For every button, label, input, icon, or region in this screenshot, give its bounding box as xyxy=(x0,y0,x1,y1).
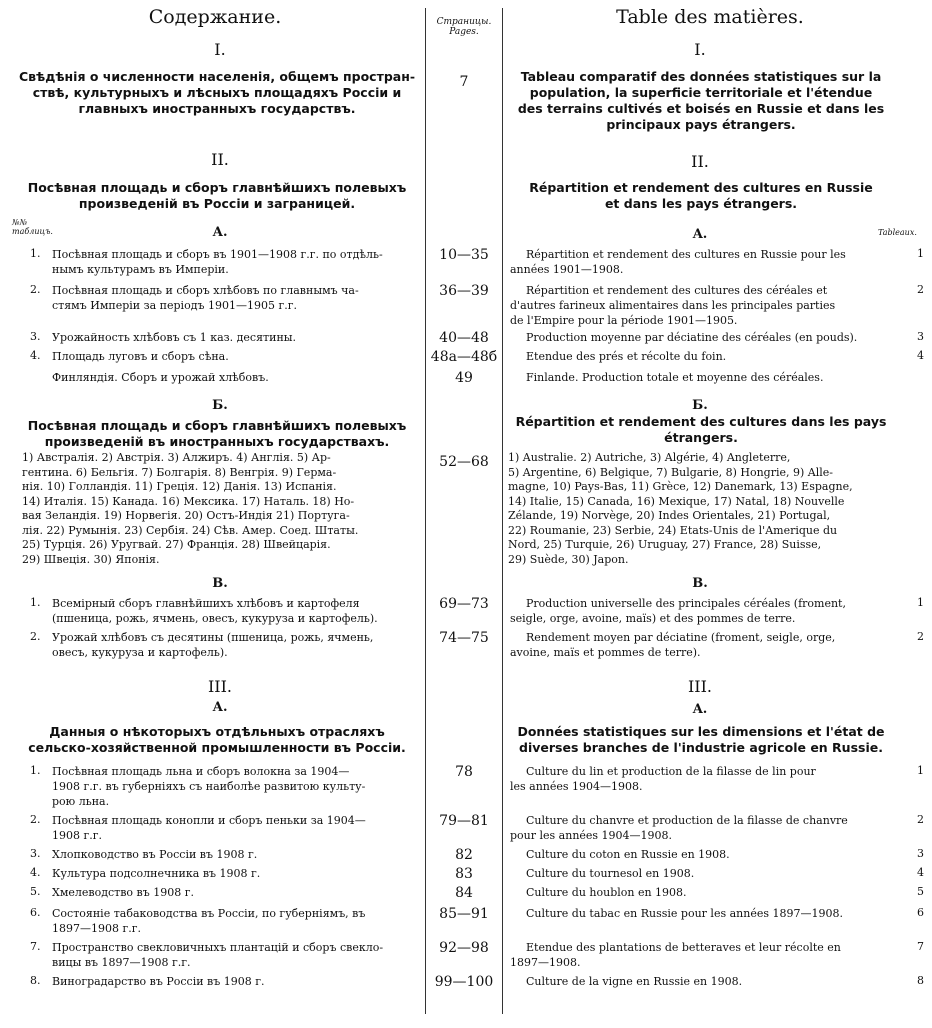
page-number: 83 xyxy=(455,866,473,882)
entry-line: Виноградарство въ Россіи въ 1908 г. xyxy=(52,975,265,988)
section-title-fr: Répartition et rendement des cultures en Russie et dans les pays étrangers. xyxy=(529,180,873,211)
entry-line: овесъ, кукуруза и картофель). xyxy=(52,646,228,659)
entry-line: нымъ культурамъ въ Имперіи. xyxy=(52,263,229,276)
entry-line: 1908 г.г. xyxy=(52,829,103,842)
entry-line: Площадь луговъ и сборъ сѣна. xyxy=(52,350,229,363)
table-number: 3 xyxy=(917,330,924,343)
section-numeral-fr: III. xyxy=(687,677,713,696)
column-divider-right xyxy=(502,8,503,1014)
contents-title-fr: Table des matières. xyxy=(616,6,804,28)
entry-number: 8. xyxy=(30,974,41,987)
subsection-letter-ru: А. xyxy=(212,225,228,240)
entry-line: (пшеница, рожь, ячмень, овесъ, кукуруза и картофель). xyxy=(52,612,378,625)
entry-title-fr xyxy=(510,813,892,843)
entry-line: стямъ Имперіи за періодъ 1901—1905 г.г. xyxy=(52,299,297,312)
entry-title-ru xyxy=(52,370,420,385)
page-number: 79—81 xyxy=(439,813,489,829)
table-number: 3 xyxy=(917,847,924,860)
section-numeral-fr: II. xyxy=(691,152,709,171)
entry-title-ru xyxy=(52,813,420,843)
page-number: 48а—48б xyxy=(430,349,498,365)
entry-line: Répartition et rendement des cultures en Russie pour les xyxy=(526,248,846,261)
entry-title-fr xyxy=(510,847,892,862)
entry-title-ru xyxy=(52,974,420,989)
page-number: 10—35 xyxy=(439,247,489,263)
section-numeral-ru: I. xyxy=(214,40,226,59)
section-title-ru: Посѣвная площадь и сборъ главнѣйшихъ полевыхъ произведеній въ Россіи и заграницей. xyxy=(27,180,407,211)
subsection-letter-fr: A. xyxy=(692,227,708,242)
entry-line: Production universelle des principales céréales (froment, xyxy=(526,597,846,610)
page-number: 40—48 xyxy=(439,330,489,346)
entry-number: 2. xyxy=(30,283,41,296)
table-number: 1 xyxy=(917,764,924,777)
section-title-fr: Tableau comparatif des données statistiques sur la population, la superficie territoriale et l'étendue des terrains cultivés et boisés en Russie et dans les principaux pays étrangers. xyxy=(517,69,885,132)
entry-title-fr xyxy=(510,630,892,660)
entry-line: вицы въ 1897—1908 г.г. xyxy=(52,956,191,969)
table-number: 6 xyxy=(917,906,924,919)
entry-number: 4. xyxy=(30,866,41,879)
entry-line: 1897—1908 г.г. xyxy=(52,922,142,935)
entry-line: Всемірный сборъ главнѣйшихъ хлѣбовъ и картофеля xyxy=(52,597,360,610)
entry-number: 7. xyxy=(30,940,41,953)
table-number: 1 xyxy=(917,596,924,609)
entry-line: de l'Empire pour la période 1901—1905. xyxy=(510,314,738,327)
page-number: 78 xyxy=(455,764,473,780)
page-number: 84 xyxy=(455,885,473,901)
entry-title-ru xyxy=(52,866,420,881)
entry-title-fr xyxy=(510,885,892,900)
entry-line: 1908 г.г. въ губерніяхъ съ наиболѣе развитою культу- xyxy=(52,780,366,793)
entry-title-ru xyxy=(52,247,420,277)
section-title-ru: Свѣдѣнія о численности населенія, общемъ простран- ствѣ, культурныхъ и лѣсныхъ площадяхъ Россіи и главныхъ иностранныхъ государствъ. xyxy=(18,69,416,116)
entry-line: рою льна. xyxy=(52,795,110,808)
entry-line: d'autres farineux alimentaires dans les principales parties xyxy=(510,299,836,312)
contents-title-ru: Содержание. xyxy=(148,6,282,28)
entry-line: Урожайность хлѣбовъ съ 1 каз. десятины. xyxy=(52,331,297,344)
subsection-letter-ru: А. xyxy=(212,700,228,715)
entry-line: Finlande. Production totale et moyenne des céréales. xyxy=(526,371,824,384)
page-number: 36—39 xyxy=(439,283,489,299)
table-number: 8 xyxy=(917,974,924,987)
entry-title-ru xyxy=(52,630,420,660)
entry-number: 1. xyxy=(30,596,41,609)
page-number: 82 xyxy=(455,847,473,863)
pages-header-fr: Pages. xyxy=(449,27,479,37)
section-title-ru: Данныя о нѣкоторыхъ отдѣльныхъ отрасляхъ сельско-хозяйственной промышленности въ Россіи. xyxy=(28,724,406,755)
entry-title-ru xyxy=(52,283,420,313)
subsection-letter-fr: A. xyxy=(692,702,708,717)
entry-number: 1. xyxy=(30,764,41,777)
pages-header-ru: Страницы. xyxy=(436,17,492,27)
entry-line: avoine, maïs et pommes de terre). xyxy=(510,646,701,659)
entry-line: Посѣвная площадь и сборъ хлѣбовъ по главнымъ ча- xyxy=(52,284,359,297)
entry-line: Culture du lin et production de la filasse de lin pour xyxy=(526,765,816,778)
entry-number: 3. xyxy=(30,847,41,860)
page-number: 99—100 xyxy=(434,974,494,990)
subsection-letter-fr: Б. xyxy=(692,398,708,413)
entry-title-ru xyxy=(52,906,420,936)
country-list-ru: 1) Австралія. 2) Австрія. 3) Алжиръ. 4) Англія. 5) Ар- гентина. 6) Бельгія. 7) Болгарія. 8) Венгрія. 9) Герма- нія. 10) Голландія. 11) Греція. 12) Данія. 13) Испанія. 14) Италія. 15) Канада. 16) Мексика. 17) Наталь. 18) Но- вая Зеландія. 19) Норвегія. 20) Остъ-Индія 21) Португа- лія. 22) Румынія. 23) Сербія. 24) Сѣв. Амер. Соед. Штаты. 25) Турція. 26) Уругвай. 27) Франція. 28) Швейцарія. 29) Швеція. 30) Японія. xyxy=(22,451,359,566)
table-number: 7 xyxy=(917,940,924,953)
page-number: 69—73 xyxy=(439,596,489,612)
page-number: 52—68 xyxy=(439,454,489,470)
subsection-letter-ru: Б. xyxy=(212,398,228,413)
section-numeral-fr: I. xyxy=(694,40,706,59)
page-number: 7 xyxy=(459,74,469,90)
entry-line: Culture de la vigne en Russie en 1908. xyxy=(526,975,743,988)
entry-line: 1897—1908. xyxy=(510,956,581,969)
entry-line: Production moyenne par déciatine des céréales (en pouds). xyxy=(526,331,858,344)
entry-line: Посѣвная площадь и сборъ въ 1901—1908 г.г. по отдѣль- xyxy=(52,248,383,261)
entry-line: Répartition et rendement des cultures des céréales et xyxy=(526,284,828,297)
entry-number: 2. xyxy=(30,813,41,826)
entry-title-ru xyxy=(52,330,420,345)
entry-title-fr xyxy=(510,596,892,626)
entry-line: Посѣвная площадь льна и сборъ волокна за 1904— xyxy=(52,765,350,778)
entry-number: 3. xyxy=(30,330,41,343)
entry-title-ru xyxy=(52,885,420,900)
tables-column-label-ru: №№ таблицъ. xyxy=(12,218,53,236)
entry-line: Хлопководство въ Россіи въ 1908 г. xyxy=(52,848,258,861)
entry-title-ru xyxy=(52,940,420,970)
entry-title-fr xyxy=(510,940,892,970)
subsection-letter-ru: В. xyxy=(212,576,228,591)
entry-title-fr xyxy=(510,866,892,881)
entry-line: Пространство свекловичныхъ плантацій и сборъ свекло- xyxy=(52,941,384,954)
page-number: 74—75 xyxy=(439,630,489,646)
entry-title-fr xyxy=(510,764,892,794)
page-number: 92—98 xyxy=(439,940,489,956)
entry-line: seigle, orge, avoine, maïs) et des pommes de terre. xyxy=(510,612,796,625)
entry-line: Etendue des prés et récolte du foin. xyxy=(526,350,727,363)
entry-title-fr xyxy=(510,330,892,345)
entry-line: Хмелеводство въ 1908 г. xyxy=(52,886,194,899)
entry-line: pour les années 1904—1908. xyxy=(510,829,673,842)
entry-title-ru xyxy=(52,596,420,626)
section-numeral-ru: II. xyxy=(211,150,229,169)
entry-title-fr xyxy=(510,349,892,364)
tables-column-label-fr: Tableaux. xyxy=(878,228,917,237)
section-title-ru: Посѣвная площадь и сборъ главнѣйшихъ полевыхъ произведеній въ иностранныхъ государствахъ. xyxy=(27,418,407,449)
entry-title-ru xyxy=(52,764,420,809)
entry-title-fr xyxy=(510,906,892,921)
entry-number: 5. xyxy=(30,885,41,898)
entry-line: Rendement moyen par déciatine (froment, seigle, orge, xyxy=(526,631,836,644)
table-number: 4 xyxy=(917,866,924,879)
entry-line: Etendue des plantations de betteraves et leur récolte en xyxy=(526,941,841,954)
entry-line: Урожай хлѣбовъ съ десятины (пшеница, рожь, ячмень, xyxy=(52,631,374,644)
entry-title-fr xyxy=(510,283,892,328)
section-numeral-ru: III. xyxy=(207,677,233,696)
entry-line: Culture du tabac en Russie pour les années 1897—1908. xyxy=(526,907,843,920)
entry-line: Culture du chanvre et production de la filasse de chanvre xyxy=(526,814,848,827)
table-number: 2 xyxy=(917,283,924,296)
entry-line: Culture du coton en Russie en 1908. xyxy=(526,848,730,861)
entry-line: Культура подсолнечника въ 1908 г. xyxy=(52,867,261,880)
column-divider-left xyxy=(425,8,426,1014)
page-number: 49 xyxy=(455,370,473,386)
entry-line: Посѣвная площадь конопли и сборъ пеньки за 1904— xyxy=(52,814,366,827)
entry-line: les années 1904—1908. xyxy=(510,780,643,793)
entry-title-ru xyxy=(52,349,420,364)
entry-number: 4. xyxy=(30,349,41,362)
entry-title-fr xyxy=(510,974,892,989)
entry-number: 6. xyxy=(30,906,41,919)
entry-line: Culture du houblon en 1908. xyxy=(526,886,687,899)
section-title-fr: Répartition et rendement des cultures dans les pays étrangers. xyxy=(515,414,887,445)
table-number: 4 xyxy=(917,349,924,362)
subsection-letter-fr: B. xyxy=(692,576,708,591)
entry-title-fr xyxy=(510,247,892,277)
page-number: 85—91 xyxy=(439,906,489,922)
entry-line: Culture du tournesol en 1908. xyxy=(526,867,695,880)
table-number: 1 xyxy=(917,247,924,260)
country-list-fr: 1) Australie. 2) Autriche, 3) Algérie, 4) Angleterre, 5) Argentine, 6) Belgique, 7) Bulgarie, 8) Hongrie, 9) Alle- magne, 10) Pays-Bas, 11) Grèce, 12) Danemark, 13) Espagne, 14) Italie, 15) Canada, 16) Mexique, 17) Natal, 18) Nouvelle Zélande, 19) Norvège, 20) Indes Orientales, 21) Portugal, 22) Roumanie, 23) Serbie, 24) Etats-Unis de l'Amerique du Nord, 25) Turquie, 26) Uruguay, 27) France, 28) Suisse, 29) Suède, 30) Japon. xyxy=(508,451,853,566)
table-number: 2 xyxy=(917,813,924,826)
entry-title-fr xyxy=(510,370,892,385)
entry-number: 2. xyxy=(30,630,41,643)
section-title-fr: Données statistiques sur les dimensions et l'état de diverses branches de l'industrie agricole en Russie. xyxy=(517,724,885,755)
entry-line: années 1901—1908. xyxy=(510,263,624,276)
table-number: 5 xyxy=(917,885,924,898)
entry-line: Состояніе табаководства въ Россіи, по губерніямъ, въ xyxy=(52,907,366,920)
entry-line: Финляндія. Сборъ и урожай хлѣбовъ. xyxy=(52,371,269,384)
entry-number: 1. xyxy=(30,247,41,260)
table-number: 2 xyxy=(917,630,924,643)
entry-title-ru xyxy=(52,847,420,862)
